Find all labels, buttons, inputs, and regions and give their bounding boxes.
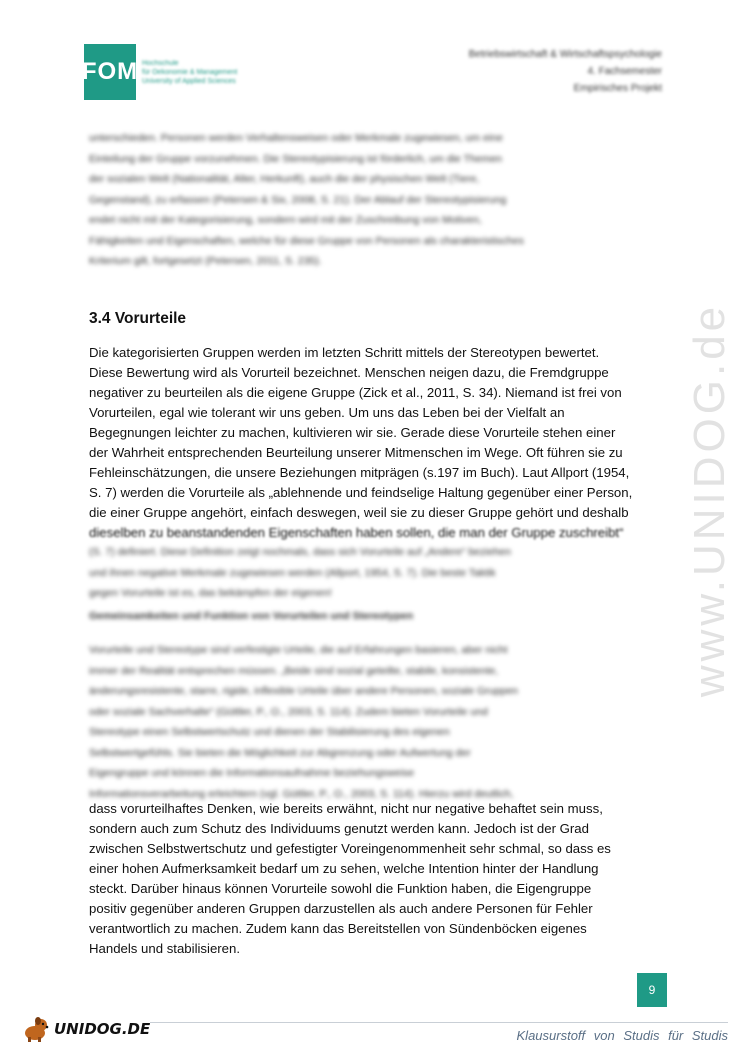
text-line: Stereotype einen Selbstwertschutz und dienen der Stabilisierung des eigenen	[89, 726, 450, 738]
header-course-info	[469, 46, 662, 97]
text-line: Einteilung der Gruppe vorzunehmen. Die Stereotypisierung ist förderlich, um die Themen	[89, 152, 503, 165]
text-line: Handels und stabilisieren.	[89, 941, 241, 956]
text-line: gegen Vorurteile ist es, das bekämpfen der eigenen!	[89, 587, 332, 599]
text-line: Die kategorisierten Gruppen werden im letzten Schritt mittels der Stereotypen bewertet.	[89, 345, 600, 360]
text-line: steckt. Darüber hinaus können Vorurteile sowohl die Funktion haben, die Eigengruppe	[89, 881, 592, 896]
fom-logo-mark: FOM	[84, 44, 136, 100]
watermark-text: www.UNIDOG.de	[685, 302, 735, 698]
blurred-paragraph-top	[89, 128, 659, 272]
paragraph-funktion	[89, 799, 664, 959]
blurred-paragraph-mid	[89, 542, 659, 604]
text-line: Vorurteile und Stereotype sind verfestigte Urteile, die auf Erfahrungen basieren, aber nicht	[89, 644, 508, 656]
header-line: Empirisches Projekt	[573, 83, 662, 94]
fom-logo-text	[142, 59, 237, 86]
text-line: zwischen Selbstwertschutz und gefestigter Voreingenommenheit sehr schmal, so dass es	[89, 841, 611, 856]
text-line: Eigengruppe und können die Informationsaufnahme beziehungsweise	[89, 767, 415, 779]
text-line: unterschieden. Personen werden Verhaltensweisen oder Merkmale zugewiesen, um eine	[89, 132, 503, 144]
fom-logo	[81, 44, 264, 100]
unidog-logo[interactable]	[22, 1016, 150, 1042]
text-line: die einer Gruppe angehört, einfach deswegen, weil sie zu dieser Gruppe gehört und deshalb	[89, 505, 629, 520]
footer-logo-text: UNIDOG.DE	[54, 1020, 151, 1038]
text-line: sondern auch zum Schutz des Individuums genutzt werden kann. Jedoch ist der Grad	[89, 821, 589, 836]
text-line: Kriterium gilt, fortgesetzt (Petersen, 2011, S. 235).	[89, 255, 322, 267]
text-line: S. 7) werden die Vorurteile als „ablehnende und feindselige Haltung gegenüber einer Person,	[89, 485, 633, 500]
blurred-paragraph-lower	[89, 640, 659, 804]
dog-icon	[22, 1016, 50, 1042]
text-line: Gegenstand), zu erfassen (Petersen & Six, 2008, S. 21). Der Ablauf der Stereotypisierung	[89, 193, 507, 206]
text-line: änderungsresistente, starre, rigide, inflexible Urteile über andere Personen, soziale Gruppen	[89, 685, 518, 697]
subheading-gemeinsamkeiten: Gemeinsamkeiten und Funktion von Vorurteilen und Stereotypen	[89, 610, 414, 622]
section-heading: 3.4 Vorurteile	[89, 310, 187, 327]
text-line: oder soziale Sachverhalte“ (Güttler, P., O., 2003, S. 114). Zudem bieten Vorurteile und	[89, 705, 488, 718]
footer-divider	[150, 1022, 728, 1023]
header-line: Betriebswirtschaft & Wirtschaftspsychologie	[468, 49, 662, 60]
text-line: der sozialen Welt (Nationalität, Alter, Herkunft), auch die der physischen Welt (Tiere,	[89, 173, 480, 185]
text-line: Informationsverarbeitung erleichtern (vgl. Güttler, P., O., 2003, S. 114). Hierzu wird deutlich,	[89, 787, 514, 800]
unidog-watermark	[660, 250, 750, 750]
header-line: 4. Fachsemester	[587, 66, 662, 77]
text-line: (S. 7) definiert. Diese Definition zeigt nochmals, dass sich Vorurteile auf „Andere“ beziehen	[89, 546, 511, 558]
text-line: der Wahrheit entsprechenden Beurteilung unserer Mitmenschen im Wege. Oft führen sie zu	[89, 445, 623, 460]
text-line: einer hohen Aufmerksamkeit bedarf um zu sehen, welche Intention hinter der Handlung	[89, 861, 599, 876]
text-line: Fähigkeiten und Eigenschaften, welche für diese Gruppe von Personen als charakteristisches	[89, 234, 524, 247]
footer-slogan: Klausurstoff von Studis für Studis	[516, 1028, 728, 1043]
logo-line: für Oekonomie & Management	[142, 68, 238, 76]
text-line: Diese Bewertung wird als Vorurteil bezeichnet. Menschen neigen dazu, die Fremdgruppe	[89, 365, 609, 380]
logo-line: University of Applied Sciences	[142, 77, 236, 85]
text-line: positiv gegenüber anderen Gruppen darzustellen als auch andere Personen für Fehler	[89, 901, 593, 916]
text-line: immer der Realität entsprechen müssen. „Beide sind sozial geteilte, stabile, konsistente,	[89, 664, 499, 677]
text-line: Selbstwertgefühls. Sie bieten die Möglichkeit zur Abgrenzung oder Aufwertung der	[89, 746, 471, 759]
text-line: Begegnungen leichter zu machen, kultivieren wir sie. Gerade diese Vorurteile stehen einer	[89, 425, 616, 440]
text-line: Vorurteilen, egal wie tolerant wir uns geben. Um uns das Leben bei der Vielfalt an	[89, 405, 565, 420]
text-line: verantwortlich zu machen. Zudem kann das Bereitstellen von Sündenböcken eigenes	[89, 921, 587, 936]
logo-line: Hochschule	[142, 59, 179, 67]
text-line: negativer zu beurteilen als die eigene Gruppe (Zick et al., 2011, S. 34). Niemand ist frei von	[89, 385, 622, 400]
text-line: und ihnen negative Merkmale zugewiesen werden (Allport, 1954, S. 7). Die beste Taktik	[89, 566, 496, 579]
paragraph-vorurteile	[89, 343, 664, 543]
text-line: dieselben zu beanstandenden Eigenschaften haben sollen, die man der Gruppe zuschreibt“	[89, 525, 624, 540]
text-line: dass vorurteilhaftes Denken, wie bereits erwähnt, nicht nur negative behaftet sein muss,	[89, 801, 603, 816]
page-number: 9	[637, 973, 667, 1007]
text-line: Fehleinschätzungen, die unsere Beziehungen mitprägen (s.197 im Buch). Laut Allport (1954,	[89, 465, 630, 480]
text-line: endet nicht mit der Kategorisierung, sondern wird mit der Zuschreibung von Motiven,	[89, 214, 482, 226]
